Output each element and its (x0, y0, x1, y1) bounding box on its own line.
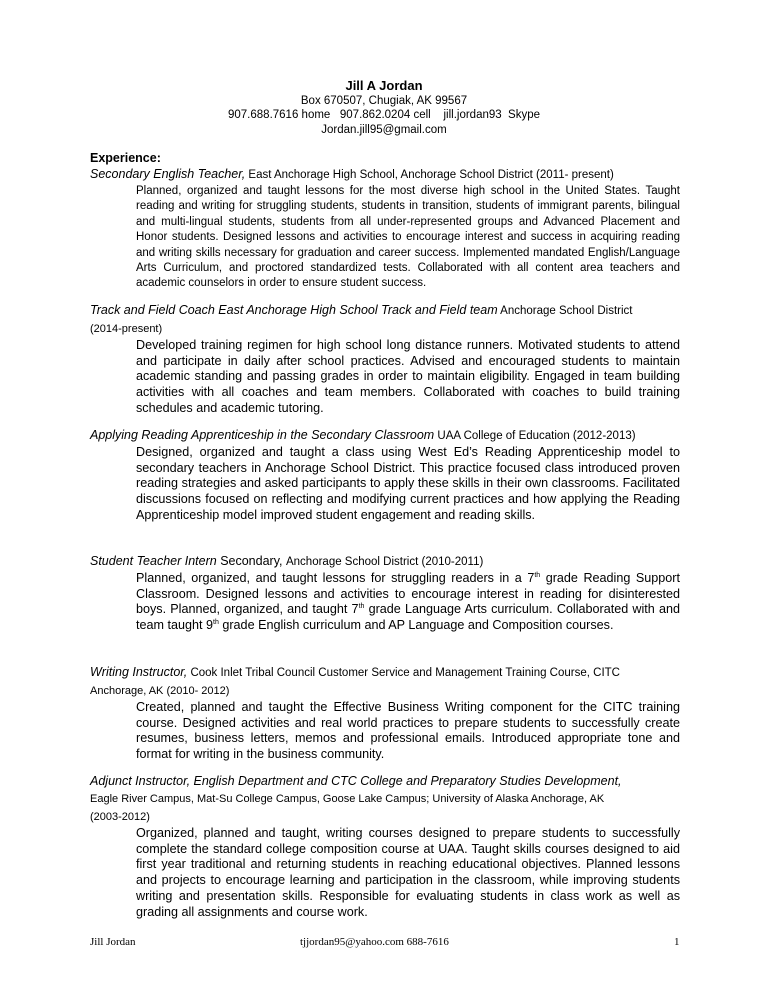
job-entry (90, 427, 680, 524)
job-description: Organized, planned and taught, writing courses designed to prepare students to successfully complete the standard college composition course at UAA. Taught skills courses designed to aid first year traditional and returning students in reaching educational objectives. Planned lessons and projects to encourage learning and participation in the classroom, while improving students writing and presentation skills. Responsible for evaluating students in class work as well as grading all assignments and course work. (136, 826, 680, 919)
job-description (136, 571, 680, 634)
desc-text: grade Language Arts curriculum. Collaborated with and team taught 9 (136, 602, 681, 633)
job-description: Developed training regimen for high school long distance runners. Motivated students to attend and participate in daily after school practices. Advised and encouraged students to maintain academic standing and passing grades in order to maintain eligibility. Engaged in team building activities with all coaches and team members. Collaborated with coaches to build training schedules and academic tutoring. (136, 338, 680, 415)
job-organization: Cook Inlet Tribal Council Customer Service and Management Training Course, CITC (187, 667, 620, 679)
job-organization: Anchorage School District (2010-2011) (285, 556, 484, 568)
job-location-text: Anchorage, AK (2010- 2012) (90, 685, 230, 697)
desc-text: Planned, organized, and taught lessons for struggling readers in a 7 (136, 571, 535, 585)
job-title: Secondary English Teacher, (90, 167, 246, 181)
job-organization: UAA College of Education (2012-2013) (434, 430, 636, 442)
job-campuses (90, 790, 680, 808)
job-title-line (90, 664, 680, 682)
ordinal-suffix: th (534, 571, 541, 579)
job-title-line (90, 553, 680, 571)
job-entry (90, 553, 680, 634)
job-dates-text: (2003-2012) (90, 811, 150, 823)
job-location (90, 682, 680, 700)
desc-text: grade English curriculum and AP Language and Composition courses. (218, 618, 614, 633)
job-title-line (90, 427, 680, 445)
ordinal-suffix: th (358, 603, 365, 611)
experience-heading: Experience: (90, 151, 161, 165)
job-title: Writing Instructor, (90, 665, 188, 679)
job-campuses-text: Eagle River Campus, Mat-Su College Campus, Goose Lake Campus; University of Alaska Anchorage, AK (90, 793, 605, 805)
job-title-line (90, 773, 680, 790)
job-title: Adjunct Instructor, English Department and CTC College and Preparatory Studies Development, (90, 774, 622, 788)
job-title: Track and Field Coach East Anchorage High School Track and Field team (90, 303, 498, 317)
job-entry (90, 773, 680, 920)
applicant-name: Jill A Jordan (345, 78, 423, 93)
ordinal-suffix: th (213, 618, 219, 626)
mailing-address: Box 670507, Chugiak, AK 99567 (300, 95, 468, 107)
job-title-line (90, 166, 680, 184)
job-dates (90, 808, 680, 826)
footer-contact: tjjordan95@yahoo.com 688-7616 (300, 936, 449, 948)
job-entry (90, 302, 680, 417)
job-dates (90, 320, 680, 338)
job-organization: East Anchorage High School, Anchorage School District (2011- present) (245, 169, 614, 181)
desc-text: grade Reading Support Classroom. Designed lessons and activities to encourage interest in reading for disinterested boys. Planned, organized, and taught 7 (136, 571, 680, 617)
job-title: Student Teacher Intern (90, 554, 217, 568)
job-dates-text: (2014-present) (90, 323, 163, 335)
job-organization: Anchorage School District (497, 305, 633, 317)
job-description: Designed, organized and taught a class using West Ed’s Reading Apprenticeship model to secondary teachers in Anchorage School District. This practice focused class introduced proven reading strategies and asked participants to apply these skills in their own classrooms. Facilitated discussions focused on reflecting and modifying current practices and how applying the Reading Apprenticeship model improved student engagement and reading skills. (136, 445, 680, 522)
job-title-rest: Secondary, (216, 554, 286, 568)
job-description: Planned, organized and taught lessons for the most diverse high school in the United States. Taught reading and writing for struggling students, students in transition, students of immigrant parents, bilingual and multi-lingual students, students from all under-represented groups and Advanced Placement and Honor students. Designed lessons and activities to encourage interest and success in acquiring reading and writing skills necessary for graduation and career success. Implemented mandated English/Language Arts Curriculum, and proctored standardized tests. Collaborated with all content area teachers and academic counselors in order to ensure student success. (136, 185, 680, 290)
job-entry (90, 166, 680, 292)
footer-name: Jill Jordan (90, 936, 136, 948)
page-number: 1 (674, 936, 680, 948)
job-title-line (90, 302, 680, 320)
job-description: Created, planned and taught the Effective Business Writing component for the CITC training course. Designed activities and real world practices to prepare students to successfully create resumes, business letters, memos and professional emails. Introduced appropriate tone and format for writing in the business community. (136, 700, 680, 762)
contact-phones: 907.688.7616 home 907.862.0204 cell jill.jordan93 Skype (228, 109, 540, 121)
contact-email: Jordan.jill95@gmail.com (321, 124, 447, 136)
job-entry (90, 664, 680, 763)
job-title: Applying Reading Apprenticeship in the Secondary Classroom (90, 428, 435, 442)
